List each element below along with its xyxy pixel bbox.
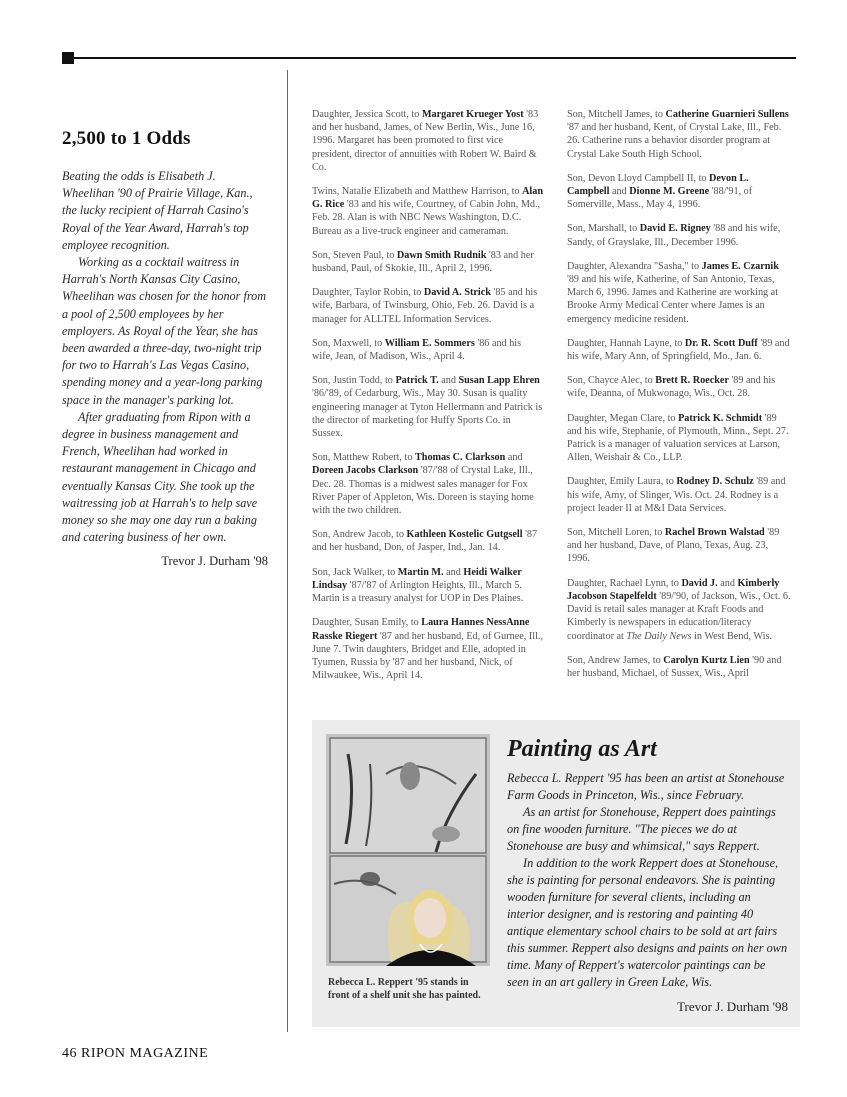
alumni-name: William E. Sommers xyxy=(384,337,475,349)
alumni-name: James E. Czarnik xyxy=(701,260,779,272)
announcement-entry xyxy=(567,654,793,680)
announcement-text: '85 and his wife, Barbara, of Twinsburg, Ohio, Feb. 26. David is a manager for ALLTEL Information Services. xyxy=(312,287,538,325)
alumni-name: David E. Rigney xyxy=(639,223,711,235)
reppert-photo xyxy=(326,734,490,966)
announcement-entry xyxy=(312,108,544,174)
announcement-entry xyxy=(312,528,544,554)
alumni-name: Dawn Smith Rudnik xyxy=(396,249,487,261)
alumni-name: Brett R. Roecker xyxy=(655,375,729,387)
announcement-text: Son, Devon Lloyd Campbell II, to xyxy=(567,172,710,184)
page-number: 46 xyxy=(62,1046,77,1061)
announcements-column-1 xyxy=(312,108,544,693)
announcement-text: Son, Chayce Alec, to xyxy=(567,375,656,387)
alumni-name: David J. xyxy=(681,577,718,589)
photo-caption: Rebecca L. Reppert '95 stands in front of a shelf unit she has painted. xyxy=(328,977,481,1001)
announcement-entry xyxy=(312,451,544,517)
sidebar-paragraph-2: Working as a cocktail waitress in Harrah's North Kansas City Casino, Wheelihan was chosen for the honor from a pool of 2,500 employees by her employers. As Royal of the Year, she has been awarded a three-day, two-night trip for two to Harrah's Las Vegas Casino, spending money and a year-long parking space in the manager's parking lot. xyxy=(62,255,267,407)
sidebar-byline: Trevor J. Durham '98 xyxy=(161,554,268,569)
announcement-entry xyxy=(567,222,793,248)
alumni-name: Martin M. xyxy=(397,566,444,578)
announcement-entry xyxy=(312,249,544,275)
feature-title: Painting as Art xyxy=(507,736,657,762)
announcement-text: Son, Mitchell James, to xyxy=(567,109,666,120)
alumni-name: Kathleen Kostelic Gutgsell xyxy=(406,529,523,541)
announcement-text: '83 and his wife, Courtney, of Cabin John, Md., Feb. 28. Alan is with NBC News Washington, D.C. Bureau as a live-truck engineer and cameraman. xyxy=(312,199,541,237)
announcement-text: '90 and her husband, Michael, of Sussex, Wis., April xyxy=(567,654,782,679)
announcement-text: Son, Mitchell Loren, to xyxy=(567,527,665,539)
announcement-text: Daughter, Taylor Robin, to xyxy=(312,287,424,299)
announcement-text: '88 and his wife, Sandy, of Grayslake, Ill., December 1996. xyxy=(567,223,781,248)
announcement-text: Daughter, Jessica Scott, to xyxy=(312,109,422,120)
announcement-text: '87 and her husband, Kent, of Crystal Lake, Ill., Feb. 26. Catherine runs a behavior disorder program at Crystal Lake South High School. xyxy=(567,122,782,160)
page-footer xyxy=(62,1046,208,1062)
alumni-name: Thomas C. Clarkson xyxy=(415,452,506,464)
alumni-name: Heidi Walker Lindsay xyxy=(312,566,522,591)
alumni-name: David A. Strick xyxy=(423,287,491,299)
alumni-name: Rodney D. Schulz xyxy=(676,476,754,488)
announcement-entry xyxy=(567,108,793,161)
announcement-text: Son, Steven Paul, to xyxy=(312,249,397,261)
sidebar-paragraph-3: After graduating from Ripon with a degree in business management and French, Wheelihan had worked in restaurant management in Chicago and eventually Kansas City. She took up the waitressing job at Harrah's to help save money so she may one day run a baking and catering business of her own. xyxy=(62,409,258,545)
feature-paragraph-2: As an artist for Stonehouse, Reppert does paintings on fine wooden furniture. "The pieces we do at Stonehouse are busy and whimsical," says Reppert. xyxy=(507,805,776,853)
announcement-text: Son, Justin Todd, to xyxy=(312,375,396,387)
announcement-text: '86 and his wife, Jean, of Madison, Wis., April 4. xyxy=(312,337,522,363)
announcement-text: Son, Andrew Jacob, to xyxy=(312,529,407,541)
announcement-text: '87 and her husband, Ed, of Gurnee, Ill., June 7. Twin daughters, Bridget and Elle, adopted in Tyumen, Russia by xyxy=(312,630,544,668)
announcement-text: '87 and her husband, Nick, of Milwaukee, Wis., April 14. xyxy=(312,656,513,682)
announcement-entry xyxy=(567,412,793,465)
announcement-text: '87/'88 of Crystal Lake, Ill., Dec. 28. Thomas is a midwest sales manager for Fox River Paper of Appleton, Wis. Doreen is staying home with the two children. xyxy=(312,465,534,517)
alumni-name: Susan Lapp Ehren xyxy=(458,375,540,387)
announcement-text: '83 and her husband, James, of New Berlin, Wis., June 16, 1996. Margaret has been promoted to first vice president, director of annuities with Robert W. Baird & Co. xyxy=(312,109,539,173)
announcement-text: '89 and his wife, Deanna, of Mukwonago, Wis., Oct. 28. xyxy=(567,375,776,400)
alumni-name: Patrick K. Schmidt xyxy=(678,412,763,424)
alumni-name: Dr. R. Scott Duff xyxy=(684,337,758,349)
announcement-text: and xyxy=(443,566,464,578)
announcement-entry xyxy=(567,577,793,643)
announcement-entry xyxy=(567,374,793,400)
announcement-text: '88/'91, of Somerville, Mass., May 4, 1996. xyxy=(567,186,753,211)
sidebar-paragraph-1: Beating the odds is Elisabeth J. Wheelihan '90 of Prairie Village, Kan., the lucky recipient of Harrah Casino's Royal of the Year Award, Harrah's top employee recognition. xyxy=(62,169,253,252)
alumni-name: Doreen Jacobs Clarkson xyxy=(312,465,419,477)
announcement-text: Daughter, Rachael Lynn, to xyxy=(567,577,682,589)
sidebar-article xyxy=(62,128,268,569)
announcement-text: Daughter, Susan Emily, to xyxy=(312,617,422,629)
sidebar-title: 2,500 to 1 Odds xyxy=(62,128,191,149)
magazine-name: RIPON MAGAZINE xyxy=(81,1046,209,1061)
announcement-text: in West Bend, Wis. xyxy=(691,630,772,642)
announcement-entry xyxy=(567,526,793,566)
announcement-text: Daughter, Hannah Layne, to xyxy=(567,337,685,349)
announcement-text: '83 and her husband, Paul, of Skokie, Ill., April 2, 1996. xyxy=(312,249,534,275)
announcement-entry xyxy=(567,172,793,212)
alumni-name: Kimberly Jacobson Stapelfeldt xyxy=(567,577,780,602)
feature-body xyxy=(507,770,789,991)
announcement-text: '89 and his wife, Amy, of Slinger, Wis. Oct. 24. Rodney is a project leader II at M&I Data Services. xyxy=(567,476,786,514)
announcement-text: '89 and her husband, Dave, of Plano, Texas, Aug. 23, 1996. xyxy=(567,527,780,565)
alumni-name: Carolyn Kurtz Lien xyxy=(663,654,750,666)
alumni-name: Laura Hannes Ness xyxy=(421,617,507,629)
announcement-text: '86/'89, of Cedarburg, Wis., May 30. Susan is quality engineering manager at Tyton Hellermann and Patrick is the director of marketing for Huffy Sports Co. in Sussex. xyxy=(312,388,543,440)
column-divider xyxy=(287,70,288,1032)
announcement-entry xyxy=(312,374,544,440)
announcement-text: Daughter, Alexandra "Sasha," to xyxy=(567,260,702,272)
announcement-text: and xyxy=(505,452,523,464)
alumni-name: Anne Rasske Riegert xyxy=(312,617,530,642)
feature-paragraph-3: In addition to the work Reppert does at Stonehouse, she is painting for personal endeavors. She is painting wooden furniture for several clients, including an interior designer, and is restoring and painting 40 antique elementary school chairs to be sold at art fairs this summer. Reppert also designs and paints on her own time. Many of Reppert's watercolor paintings can be seen in an art gallery in Green Lake, Wis. xyxy=(507,856,788,989)
announcement-entry xyxy=(312,185,544,238)
announcements-column-2 xyxy=(567,108,793,691)
announcement-text: Twins, Natalie Elizabeth and Matthew Harrison, to xyxy=(312,186,523,198)
announcement-text: '89/'90, of Jackson, Wis., Oct. 6. David is retail sales manager at Kraft Foods and Kimberly is newspapers in education/literacy coordinator at xyxy=(567,590,791,642)
announcement-entry xyxy=(567,260,793,326)
alumni-name: Rachel Brown Walstad xyxy=(664,527,765,539)
announcement-text: and xyxy=(438,375,459,387)
announcement-text: '87/'87 of Arlington Heights, Ill., March 5. Martin is a treasury analyst for UOP in Des Plaines. xyxy=(312,579,524,605)
announcement-text: Daughter, Megan Clare, to xyxy=(567,412,679,424)
feature-byline: Trevor J. Durham '98 xyxy=(677,999,788,1014)
announcement-text: Son, Andrew James, to xyxy=(567,654,664,666)
alumni-name: Catherine Guarnieri Sullens xyxy=(665,109,789,120)
announcement-text: and xyxy=(717,577,738,589)
announcement-entry xyxy=(312,337,544,363)
announcement-entry xyxy=(312,616,544,682)
announcement-entry xyxy=(567,475,793,515)
header-rule xyxy=(74,57,796,59)
announcement-text: '89 and his wife, Katherine, of San Antonio, Texas, March 6, 1996. James and Katherine are working at Brooke Army Medical Center where James is an emergency medicine resident. xyxy=(567,274,779,325)
announcement-text: Son, Matthew Robert, to xyxy=(312,452,415,464)
announcement-text: Daughter, Emily Laura, to xyxy=(567,476,677,488)
announcement-text: '89 and his wife, Stephanie, of Plymouth, Minn., Sept. 27. Patrick is a manager of valuation services at Larson, Allen, Weishair & Co., LLP. xyxy=(567,412,789,464)
announcement-text: Son, Marshall, to xyxy=(567,223,640,235)
alumni-name: Devon L. Campbell xyxy=(567,172,749,198)
announcement-text: Son, Jack Walker, to xyxy=(312,566,398,578)
announcement-text: and xyxy=(609,186,630,198)
announcement-text: '89 and his wife, Mary Ann, of Springfield, Mo., Jan. 6. xyxy=(567,337,790,363)
header-square-marker xyxy=(62,52,74,64)
alumni-name: Patrick T. xyxy=(395,375,439,387)
alumni-name: Dionne M. Greene xyxy=(629,186,710,198)
alumni-name: Alan G. Rice xyxy=(312,186,544,211)
announcement-text: Son, Maxwell, to xyxy=(312,337,385,349)
announcement-text: '87 and her husband, Don, of Jasper, Ind., Jan. 14. xyxy=(312,529,538,554)
announcement-entry xyxy=(312,286,544,326)
alumni-name: Margaret Krueger Yost xyxy=(421,109,524,120)
announcement-text: The Daily News xyxy=(626,630,692,642)
announcement-entry xyxy=(312,566,544,606)
announcement-entry xyxy=(567,337,793,363)
feature-paragraph-1: Rebecca L. Reppert '95 has been an artist at Stonehouse Farm Goods in Princeton, Wis., since February. xyxy=(507,771,785,802)
